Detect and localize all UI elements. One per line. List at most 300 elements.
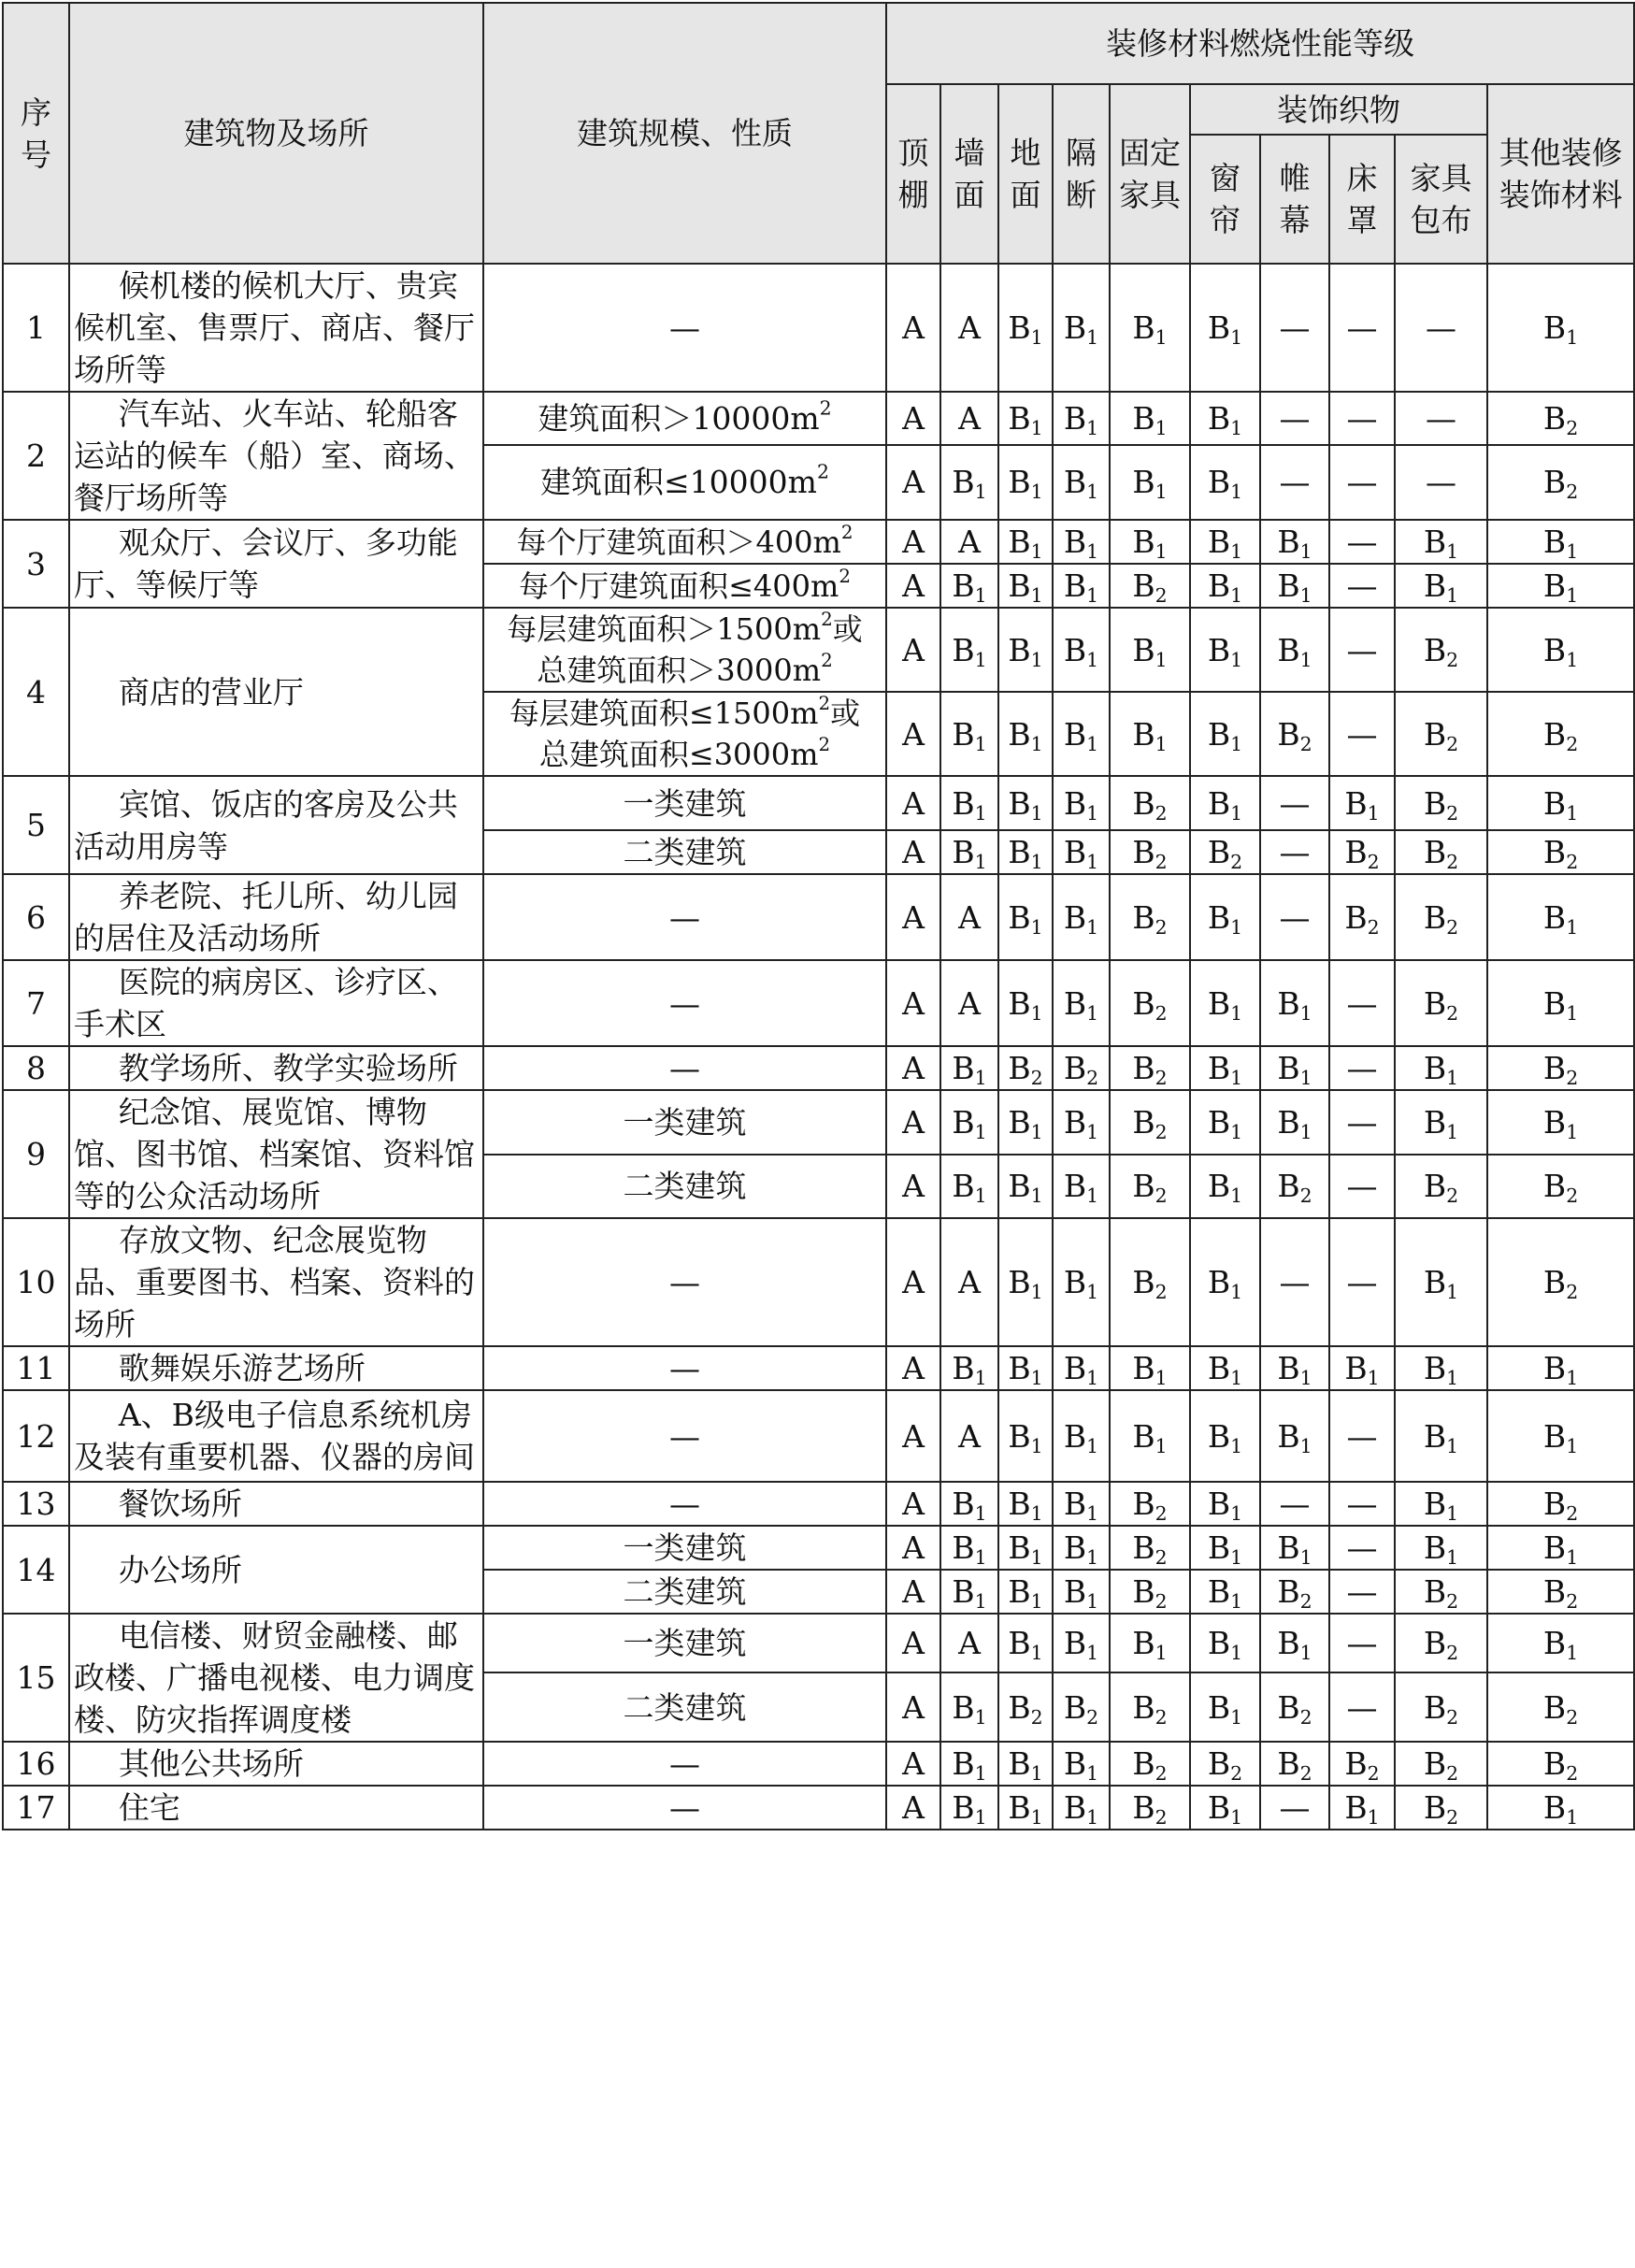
grade-cell: — [1260,264,1329,392]
grade-cell: $B_1$ [940,1526,998,1570]
header-seq [3,3,69,264]
grade-cell: A [886,1614,940,1672]
grade-cell: $B_1$ [1190,392,1260,445]
grade-cell: $B_1$ [1260,1390,1329,1482]
grade-cell: $B_1$ [1053,830,1110,874]
grade-cell: $B_1$ [1190,1090,1260,1155]
grade-cell: $B_1$ [1487,1390,1634,1482]
row-number: 1 [3,264,69,392]
grade-cell: — [1329,520,1395,564]
grade-cell: $B_2$ [1395,692,1487,776]
row-number: 14 [3,1526,69,1614]
grade-cell: A [940,1614,998,1672]
grade-cell: $B_2$ [1395,1570,1487,1614]
grade-cell: $B_2$ [1395,608,1487,692]
grade-cell: $B_1$ [1110,1614,1190,1672]
grade-cell: $B_1$ [1395,1046,1487,1090]
grade-cell: — [1260,392,1329,445]
grade-cell: — [1329,392,1395,445]
scale-cell: 一类建筑 [483,776,886,830]
grade-cell: A [886,608,940,692]
grade-cell: $B_2$ [1395,1786,1487,1830]
grade-cell: $B_1$ [998,392,1053,445]
grade-cell: $B_2$ [1395,830,1487,874]
grade-cell: $B_1$ [998,1786,1053,1830]
grade-cell: $B_1$ [998,445,1053,520]
header-seq-text: 序 号 [21,93,51,173]
grade-cell: $B_2$ [1487,830,1634,874]
grade-cell: $B_2$ [1487,1482,1634,1526]
grade-cell: $B_2$ [1110,1786,1190,1830]
grade-cell: A [886,1390,940,1482]
grade-cell: $B_1$ [1053,960,1110,1046]
grade-cell: $B_2$ [1329,1742,1395,1786]
scale-cell: — [483,1786,886,1830]
grade-cell: $B_1$ [998,264,1053,392]
place-cell [69,1218,483,1346]
scale-cell: 一类建筑 [483,1614,886,1672]
grade-cell: — [1329,1570,1395,1614]
scale-cell: 一类建筑 [483,1090,886,1155]
grade-cell: $B_2$ [1395,874,1487,960]
grade-cell: $B_1$ [998,1090,1053,1155]
row-number: 15 [3,1614,69,1742]
grade-cell: $B_1$ [1260,1526,1329,1570]
grade-cell: $B_2$ [1190,830,1260,874]
grade-cell: $B_1$ [1190,1218,1260,1346]
grade-cell: — [1260,830,1329,874]
grade-cell: — [1260,1218,1329,1346]
grade-cell: $B_1$ [1190,264,1260,392]
grade-cell: $B_1$ [998,830,1053,874]
grade-cell: $B_1$ [1190,1390,1260,1482]
grade-cell: A [886,1672,940,1742]
grade-cell: $B_2$ [1110,1482,1190,1526]
row-number: 7 [3,960,69,1046]
header-col-8-text: 家具 包布 [1410,160,1472,238]
grade-cell: — [1395,392,1487,445]
grade-cell: $B_2$ [1110,830,1190,874]
table-row [3,1090,1634,1155]
row-number: 9 [3,1090,69,1218]
grade-cell: $B_1$ [1053,564,1110,608]
table-row [3,608,1634,692]
place-text: 办公场所 [118,1551,242,1588]
scale-cell: 二类建筑 [483,1155,886,1219]
grade-cell: $B_1$ [998,776,1053,830]
grade-cell: $B_1$ [940,692,998,776]
table-row [3,520,1634,564]
place-cell [69,520,483,608]
grade-cell: A [886,1570,940,1614]
grade-cell: $B_2$ [1487,1046,1634,1090]
grade-cell: — [1329,445,1395,520]
grade-cell: $B_1$ [1395,1526,1487,1570]
grade-cell: $B_2$ [1487,1570,1634,1614]
grade-cell: $B_1$ [1190,520,1260,564]
table-row [3,1346,1634,1390]
grade-cell: $B_1$ [1053,1526,1110,1570]
grade-cell: $B_1$ [998,874,1053,960]
grade-cell: — [1329,1090,1395,1155]
scale-cell: — [483,1218,886,1346]
table-row [3,264,1634,392]
grade-cell: $B_1$ [940,564,998,608]
header-col-3-text: 隔 断 [1066,135,1097,213]
place-text: 纪念馆、展览馆、博物馆、图书馆、档案馆、资料馆等的公众活动场所 [74,1094,475,1214]
grade-cell: $B_1$ [1395,1390,1487,1482]
scale-cell: — [483,960,886,1046]
grade-cell: $B_2$ [1053,1672,1110,1742]
grade-cell: $B_1$ [1487,1526,1634,1570]
table-row [3,874,1634,960]
grade-cell: $B_1$ [940,1786,998,1830]
grade-cell: A [940,520,998,564]
header-col-6 [1260,135,1329,264]
header-col-9-text: 其他装修 装饰材料 [1499,135,1623,213]
grade-cell: $B_2$ [998,1046,1053,1090]
grade-cell: $B_1$ [998,960,1053,1046]
grade-cell: $B_1$ [1190,1046,1260,1090]
table-row [3,1786,1634,1830]
grade-cell: $B_1$ [940,1046,998,1090]
grade-cell: $B_1$ [1110,520,1190,564]
grade-cell: $B_1$ [1190,564,1260,608]
grade-cell: $B_1$ [1053,874,1110,960]
grade-cell: $B_1$ [998,520,1053,564]
grade-cell: $B_1$ [1190,692,1260,776]
grade-cell: $B_2$ [1395,1672,1487,1742]
grade-cell: $B_1$ [1395,520,1487,564]
grade-cell: $B_1$ [1395,1482,1487,1526]
grade-cell: $B_1$ [1487,776,1634,830]
header-col-7 [1329,135,1395,264]
grade-cell: A [886,1482,940,1526]
grade-cell: $B_2$ [1260,1672,1329,1742]
grade-cell: $B_1$ [1190,445,1260,520]
header-col-0 [886,84,940,264]
table-header [3,3,1634,264]
grade-cell: — [1329,1390,1395,1482]
table-row [3,1046,1634,1090]
grade-cell: $B_1$ [1395,1090,1487,1155]
grade-cell: $B_1$ [1053,1742,1110,1786]
place-text: 电信楼、财贸金融楼、邮政楼、广播电视楼、电力调度楼、防灾指挥调度楼 [74,1617,475,1738]
grade-cell: $B_1$ [1053,1090,1110,1155]
row-number: 5 [3,776,69,874]
grade-cell: $B_1$ [940,1346,998,1390]
grade-cell: $B_1$ [998,1614,1053,1672]
grade-cell: $B_1$ [1053,776,1110,830]
grade-cell: $B_1$ [1329,1786,1395,1830]
grade-cell: $B_1$ [1395,1346,1487,1390]
scale-cell: — [483,1046,886,1090]
grade-cell: $B_1$ [1190,1526,1260,1570]
fire-rating-table [2,2,1635,1830]
header-col-4-text: 固定 家具 [1119,135,1181,213]
place-cell [69,874,483,960]
grade-cell: $B_2$ [1110,776,1190,830]
grade-cell: $B_2$ [1110,1046,1190,1090]
grade-cell: $B_1$ [998,1570,1053,1614]
grade-cell: $B_1$ [998,1218,1053,1346]
grade-cell: — [1329,1672,1395,1742]
grade-cell: A [940,1218,998,1346]
table-row [3,1526,1634,1570]
grade-cell: A [886,1346,940,1390]
grade-cell: $B_1$ [940,1482,998,1526]
grade-cell: $B_1$ [1329,1346,1395,1390]
grade-cell: $B_2$ [1487,1155,1634,1219]
grade-cell: $B_2$ [1110,1672,1190,1742]
grade-cell: $B_2$ [1110,1570,1190,1614]
grade-cell: $B_2$ [1487,445,1634,520]
grade-cell: — [1329,564,1395,608]
grade-cell: $B_1$ [1329,776,1395,830]
table-body [3,264,1634,1830]
place-text: 养老院、托儿所、幼儿园的居住及活动场所 [74,878,458,956]
grade-cell: $B_2$ [1110,874,1190,960]
place-cell [69,1346,483,1390]
place-text: 候机楼的候机大厅、贵宾候机室、售票厅、商店、餐厅场所等 [74,267,475,388]
scale-cell: — [483,874,886,960]
grade-cell: $B_1$ [1487,564,1634,608]
grade-cell: $B_1$ [940,1672,998,1742]
grade-cell: $B_1$ [1487,874,1634,960]
place-cell [69,1390,483,1482]
place-text: 医院的病房区、诊疗区、手术区 [74,964,458,1042]
grade-cell: $B_1$ [1053,1390,1110,1482]
row-number: 6 [3,874,69,960]
place-cell [69,608,483,776]
header-col-7-text: 床 罩 [1346,160,1378,238]
place-cell [69,1742,483,1786]
row-number: 16 [3,1742,69,1786]
place-text: 其他公共场所 [118,1745,304,1782]
scale-cell: 建筑面积$\le 10000m^2$ [483,445,886,520]
grade-cell: — [1329,608,1395,692]
place-cell [69,776,483,874]
scale-cell: 每层建筑面积$>1500m^2$或 总建筑面积$>3000m^2$ [483,608,886,692]
grade-cell: $B_2$ [1110,564,1190,608]
grade-cell: $B_1$ [1190,1570,1260,1614]
grade-cell: $B_1$ [940,608,998,692]
grade-cell: A [886,1046,940,1090]
header-col-2-text: 地 面 [1010,135,1041,213]
table-row [3,960,1634,1046]
scale-cell: — [483,1482,886,1526]
grade-cell: $B_2$ [1110,1742,1190,1786]
grade-cell: $B_2$ [1329,874,1395,960]
header-col-5-text: 窗 帘 [1210,160,1241,238]
grade-cell: A [886,445,940,520]
scale-cell: 二类建筑 [483,1570,886,1614]
scale-cell: 一类建筑 [483,1526,886,1570]
grade-cell: $B_1$ [1190,1672,1260,1742]
grade-cell: A [886,692,940,776]
grade-cell: $B_1$ [1190,608,1260,692]
grade-cell: — [1329,264,1395,392]
table-row [3,392,1634,445]
place-text: 住宅 [118,1789,180,1826]
grade-cell: — [1329,1526,1395,1570]
row-number: 11 [3,1346,69,1390]
grade-cell: $B_1$ [1190,1482,1260,1526]
scale-cell: 二类建筑 [483,830,886,874]
row-number: 4 [3,608,69,776]
grade-cell: $B_2$ [1260,692,1329,776]
grade-cell: A [886,874,940,960]
scale-cell: — [483,264,886,392]
grade-cell: $B_2$ [1110,1218,1190,1346]
grade-cell: $B_1$ [1487,1090,1634,1155]
grade-cell: — [1260,1786,1329,1830]
header-place: 建筑物及场所 [69,3,483,264]
place-cell [69,1526,483,1614]
grade-cell: $B_1$ [1053,520,1110,564]
grade-cell: $B_2$ [1487,1672,1634,1742]
grade-cell: $B_2$ [1395,776,1487,830]
grade-cell: A [886,1218,940,1346]
grade-cell: $B_1$ [940,1742,998,1786]
grade-cell: $B_1$ [1053,1218,1110,1346]
grade-cell: $B_2$ [1053,1046,1110,1090]
grade-cell: A [886,1526,940,1570]
row-number: 12 [3,1390,69,1482]
scale-cell: 每层建筑面积$\le 1500m^2$或 总建筑面积$\le 3000m^2$ [483,692,886,776]
grade-cell: $B_2$ [1260,1570,1329,1614]
place-text: 观众厅、会议厅、多功能厅、等候厅等 [74,524,458,603]
row-number: 17 [3,1786,69,1830]
grade-cell: $B_1$ [998,564,1053,608]
grade-cell: $B_2$ [1487,1742,1634,1786]
grade-cell: $B_1$ [1053,1614,1110,1672]
grade-cell: A [940,1390,998,1482]
place-text: 教学场所、教学实验场所 [118,1050,458,1086]
place-cell [69,1482,483,1526]
header-col-6-text: 帷 幕 [1279,160,1311,238]
place-cell [69,264,483,392]
grade-cell: $B_1$ [1260,1614,1329,1672]
table-row [3,1742,1634,1786]
row-number: 3 [3,520,69,608]
grade-cell: $B_1$ [1260,960,1329,1046]
grade-cell: — [1329,1482,1395,1526]
table-row [3,1390,1634,1482]
grade-cell: $B_1$ [1260,1046,1329,1090]
header-col-9 [1487,84,1634,264]
header-col-0-text: 顶 棚 [897,135,929,213]
scale-cell: — [483,1346,886,1390]
scale-cell: 建筑面积$>10000m^2$ [483,392,886,445]
grade-cell: $B_2$ [1110,1155,1190,1219]
grade-cell: A [940,960,998,1046]
header-textile-group: 装饰织物 [1190,84,1487,135]
place-cell [69,392,483,520]
grade-cell: $B_1$ [1110,608,1190,692]
grade-cell: $B_1$ [1487,960,1634,1046]
grade-cell: $B_1$ [1487,1614,1634,1672]
header-col-8 [1395,135,1487,264]
grade-cell: $B_1$ [1487,1346,1634,1390]
grade-cell: $B_2$ [1110,1526,1190,1570]
place-text: 商店的营业厅 [118,673,304,711]
grade-cell: A [886,564,940,608]
row-number: 8 [3,1046,69,1090]
place-cell [69,960,483,1046]
grade-cell: — [1329,1046,1395,1090]
grade-cell: — [1260,445,1329,520]
place-cell [69,1786,483,1830]
scale-cell: — [483,1390,886,1482]
grade-cell: $B_1$ [1053,1155,1110,1219]
grade-cell: $B_1$ [998,1742,1053,1786]
table-row [3,1218,1634,1346]
grade-cell: $B_1$ [1110,692,1190,776]
header-col-1-text: 墙 面 [954,135,985,213]
place-text: 宾馆、饭店的客房及公共活动用房等 [74,785,458,865]
grade-cell: $B_1$ [1053,692,1110,776]
place-text: A、B级电子信息系统机房及装有重要机器、仪器的房间 [74,1397,475,1475]
grade-cell: A [886,1090,940,1155]
grade-cell: A [886,392,940,445]
grade-cell: A [886,830,940,874]
grade-cell: $B_1$ [1190,776,1260,830]
grade-cell: $B_1$ [1487,264,1634,392]
place-text: 汽车站、火车站、轮船客运站的候车（船）室、商场、餐厅场所等 [74,395,475,516]
grade-cell: $B_1$ [1110,445,1190,520]
grade-cell: $B_1$ [1053,392,1110,445]
grade-cell: $B_1$ [1053,264,1110,392]
grade-cell: $B_2$ [1487,392,1634,445]
grade-cell: A [886,264,940,392]
grade-cell: $B_2$ [1487,1218,1634,1346]
grade-cell: — [1329,1614,1395,1672]
grade-cell: — [1260,776,1329,830]
grade-cell: $B_1$ [1260,520,1329,564]
header-col-3 [1053,84,1110,264]
grade-cell: $B_1$ [1260,564,1329,608]
row-number: 13 [3,1482,69,1526]
place-cell [69,1046,483,1090]
place-text: 存放文物、纪念展览物品、重要图书、档案、资料的场所 [74,1222,475,1342]
grade-cell: $B_2$ [1260,1742,1329,1786]
grade-cell: $B_1$ [1053,608,1110,692]
grade-cell: $B_1$ [998,1346,1053,1390]
grade-cell: $B_1$ [940,1155,998,1219]
grade-cell: $B_2$ [1395,1742,1487,1786]
header-col-1 [940,84,998,264]
grade-cell: $B_1$ [1053,1786,1110,1830]
row-number: 2 [3,392,69,520]
grade-cell: $B_1$ [998,1526,1053,1570]
grade-cell: A [886,1786,940,1830]
grade-cell: $B_1$ [1487,520,1634,564]
grade-cell: $B_1$ [1110,1390,1190,1482]
grade-cell: $B_1$ [940,776,998,830]
grade-cell: $B_2$ [1329,830,1395,874]
grade-cell: A [886,1742,940,1786]
grade-cell: A [940,264,998,392]
grade-cell: $B_2$ [1395,1614,1487,1672]
grade-cell: $B_1$ [1395,564,1487,608]
grade-cell: A [886,776,940,830]
grade-cell: $B_2$ [1110,960,1190,1046]
grade-cell: $B_1$ [998,608,1053,692]
grade-cell: — [1329,960,1395,1046]
grade-cell: $B_1$ [1260,608,1329,692]
scale-cell: 二类建筑 [483,1672,886,1742]
